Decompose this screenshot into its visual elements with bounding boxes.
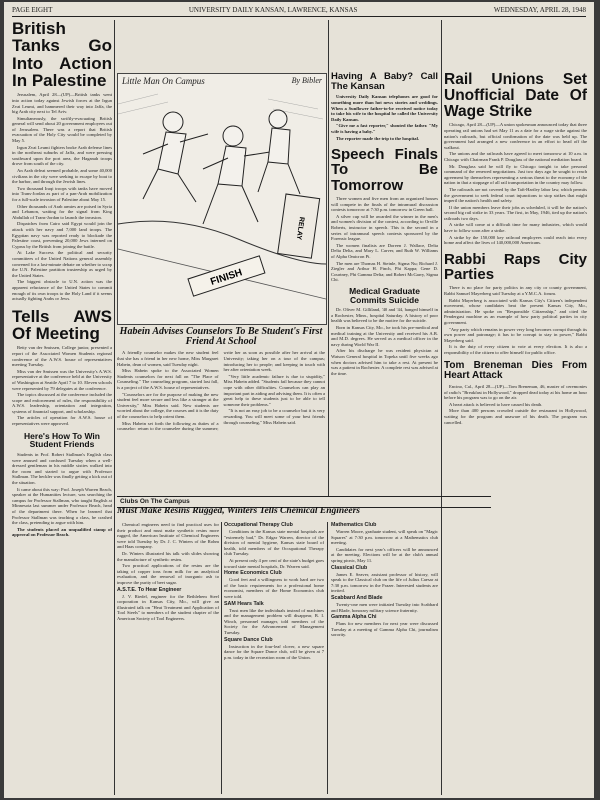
clubs-section-title: Clubs On The Campus — [117, 496, 491, 508]
paragraph: At present only 4 per cent of the state's budget goes toward state mental hospitals, Dr. Warren said. — [224, 557, 324, 569]
club-subhead: A.S.T.E. To Hear Engineer — [117, 586, 182, 593]
cartoon-title: Little Man On Campus — [122, 76, 205, 86]
paragraph: If the union members leave their jobs as scheduled, it will be the nation's second big rail strike in 33 years. The first, in May, 1946, tied up the nation's railroads two days. — [444, 204, 587, 221]
paragraph: University Daily Kansan telephones are good for something more than hot news stories and weddings. When a Sunflower father-to-be received notice today to take his wife to the hospital he called the University Daily Kansan. — [331, 94, 438, 122]
paragraph: The railroads are not covered by the Taft-Hartley labor law, which permits the government to seek federal court injunctions to stop strikes that might imperil the nation's health and safety. — [444, 186, 587, 204]
paragraph: After his discharge he was resident physician at Watson General hospital in Topeka until five weeks ago when doctors advised him to take a rest. At present he was a patient in Rochester. A complete rest was advised at the time. — [331, 348, 438, 376]
headline-tom-breneman: Tom Breneman Dies From Heart Attack — [444, 359, 587, 381]
headline-rail-unions: Rail Unions Set Unofficial Date Of Wage Strike — [444, 72, 587, 120]
clubs-column-c — [331, 522, 438, 794]
paragraph: An Arab defeat seemed probable, and some 40,000 civilians in the city were seeking to escape by boat to the harbor, and through the Jewish lines. — [12, 168, 112, 185]
paragraph: Three women and five men from an organized houses will compete in the finals of the intramural discussion contests tomorrow at 7:30 p.m. tomorrow in Green hall. — [331, 196, 438, 213]
paragraph: Two practical applications of the resins are the taking of copper ions from milk for an analytical evaluation, and the removal of inorganic ash to improve the purity of beet sugar. — [117, 563, 219, 585]
club-subhead: Mathematics Club — [331, 522, 377, 528]
paragraph: Mr. Douglass said he will fly to Chicago tonight to take personal command of the renewed negotiations. Just two days ago he sought to reach agreement by themselves representing a serious threat to the economy of the nation in that a stoppage of all rail transportation in the country may follow. — [444, 163, 587, 186]
paragraph: Dr. Oliver M. Gilliland, '40 and '44, hanged himself in a Rochester, Minn., hospital Saturday. A history of poor health was believed to be the motive for the suicide. — [331, 307, 438, 324]
paragraph: Miss Habein set forth the following as duties of a counselor: return to the counselee during the summer; write her as soon as possible after her arrival at the University; taking her on a tour of the campus; introducing her to people; and keeping in touch with her after orientation week. — [117, 350, 325, 432]
paragraph: A heart attack is believed to have caused his death. — [449, 401, 543, 407]
paragraph: A strike will come at a difficult time for many industries, which would have to follow soon after a strike. — [444, 222, 587, 234]
story-student-friends — [12, 452, 112, 538]
paragraph: "Give me a fast reporter," shouted the father. "My wife is having a baby." — [331, 123, 438, 134]
headline-british-tanks: British Tanks Go Into Action In Palestine — [12, 20, 112, 90]
cartoon-panel — [117, 73, 327, 325]
paragraph: "It is not an easy job to be a counselor but it is very rewarding. You will meet some of your best friends through counseling," Miss Habein said. — [223, 408, 325, 425]
headline-student-friends: Here's How To Win Student Friends — [24, 430, 100, 450]
paragraph: Miss Habein spoke to the Associated Women Students counselors for next fall on "The Place of Counseling." The counseling program, started last fall, is a project of the A.W.S. house of representatives. — [117, 368, 219, 390]
newspaper-page — [4, 2, 594, 798]
club-subhead: Classical Club — [331, 564, 368, 571]
paragraph: Chemical engineers need to find practical uses for their product and must make synthetic resins more rugged, the American Institute of Chemical Engineers were told Tuesday by Dr. J. C. Winters of the Rohm and Haas company. — [117, 522, 219, 550]
paragraph: The men are Thomas H. Steinle, Sigma Nu; Richard J. Ziegler and Arthur H. Finch, Phi Kappa; Gene D. Courtney, Phi Gamma Delta; and Robert McGarry, Sigma Chi. — [331, 260, 438, 283]
headline-having-a-baby: Having A Baby? Call The Kansan — [331, 72, 438, 92]
club-subhead: Home Economics Club — [224, 570, 282, 577]
club-subhead: Square Dance Club — [224, 636, 273, 643]
paragraph: J. V. Riedel, engineer for the Bethlehem Steel corporation in Kansas City, Mo., will give an illustrated talk on "Heat Treatment and Application of Tool Steels" to members of the student chapter of the American Society of Tool Engineers. — [117, 593, 219, 621]
club-subhead: Scabbard And Blade — [331, 594, 383, 601]
paragraph: Miss van der Smissen was the University's A.W.S. representative at the conference held at the University of Washington at Seattle April 7 to 10. Eleven schools were represented by 79 delegates at the conference. — [12, 368, 112, 391]
paragraph: The women finalists are Doreen J. Wallace, Delta Delta Delta, and Mary L. Carver, and Ruth W. Williams of Alpha Omicron Pi. — [331, 242, 438, 259]
clubs-headline-wrap — [117, 507, 439, 521]
club-subhead: Occupational Therapy Club — [224, 522, 293, 528]
paragraph: Candidates for next year's officers will be announced at the meeting. Elections will be at the club's annual spring picnic, May 11. — [331, 546, 438, 563]
paragraph: Plans for new members for next year were discussed Tuesday at a meeting of Gamma Alpha Chi, journalism sorority. — [331, 621, 438, 638]
column-5 — [444, 72, 587, 794]
paragraph: There is no place for party politics in any city or county government, Rabbi Samuel Mayerberg said Tuesday at a Y.M.C.A. forum. — [444, 285, 587, 297]
cartoon-sign-finish: FINISH — [209, 267, 244, 288]
paragraph: A silver cup will be awarded the winner in the men's and women's division of the contest, according to Orville Roberts, instructor in speech. This is the second in a series of intramural speech contests sponsored by the Forensic league. — [331, 213, 438, 242]
habein-story — [117, 327, 325, 493]
paragraph: More than 400 persons crowded outside the restaurant in Hollywood, waiting for the program and unaware of his death. The program was cancelled. — [444, 408, 587, 425]
paragraph: Twenty-one men were initiated Tuesday into Scabbard and Blade, honorary military science fraternity. — [331, 601, 438, 613]
paragraph: Jerusalem, April 28—(UP)—British tanks went into action today against Jewish forces at the Irgun Zvai Leumi, and hammered their way into Jaffa, the big Arab city next to Tel Aviv. — [12, 92, 112, 115]
column-4 — [331, 72, 438, 495]
paragraph: Chicago, April 28—(UP)—A union spokesman announced today that three operating rail unions had set May 11 as a date for a wage strike against the nation's railroads, but official confirmation of the date was held up. The government had arranged a new conference in an effort to head off the walkout. — [444, 122, 587, 150]
paragraph: Dr. Winters illustrated his talk with slides showing the manufacture of synthetic resins. — [117, 550, 219, 562]
paragraph: Conditions in the Kansas state mental hospitals are "extremely bad," Dr. Edgar Warren, director of the division of mental hygiene, Kansas state board of health, told members of the Occupational Therapy club Tuesday. — [224, 529, 324, 557]
paragraph: The unions and the railroads have agreed to meet tomorrow at 10 a.m. in Chicago with Chairman Frank P. Douglass of the national mediation board. — [444, 151, 587, 162]
paragraph: A strike by the 150,000 key railroad employees could reach into every home and affect the lives of 140,000,000 Americans. — [444, 234, 587, 246]
paragraph: Encino, Cal., April 28—(UP)—Tom Breneman, 46, master of ceremonies of radio's "Breakfast in Hollywood," dropped dead today at his home an hour before his program was to go on the air. — [444, 383, 587, 401]
paragraph: Betty van der Smissen, College junior, presented a report of the Associated Women Students regional conference of the A.W.S. house of representatives meeting Tuesday. — [12, 345, 112, 368]
story-medical-graduate — [331, 307, 438, 376]
paragraph: Simultaneously, the swiftly-evacuating British general will send about 20 government employees out of Jerusalem. There was a report that British evacuation of the Holy City would be completed by May 5. — [12, 115, 112, 144]
paragraph: Other thousands of Arab armies are poised in Syria and Lebanon, waiting for the signal from King Abdullah of Trans-Jordan to launch the invasion. — [12, 203, 112, 220]
paragraph: Good feet and a willingness to work hard are two of the basic requirements for a professional home economist, members of the Home Economics club were told. — [224, 577, 324, 599]
clubs-column-b — [224, 522, 324, 794]
paragraph: The biggest obstacle to U.N. action was the apparent reluctance of the United States to commit enough of its own troops to the Holy Land if it seems actually fighting Arabs or Jews. — [12, 279, 112, 302]
story-rabbi-raps — [444, 285, 587, 355]
paragraph: The students placed an unqualified stamp of approval on Professor Beach. — [12, 526, 112, 538]
headline-rabbi-raps: Rabbi Raps City Parties — [444, 250, 587, 284]
paragraph: James E. Seaver, assistant professor of history, will speak to the Classical club on the life of Julius Caesar at 7:30 p.m. tomorrow in the Frazer. Interested students are invited. — [331, 571, 438, 594]
paragraph: Two thousand Iraqi troops with tanks have moved into Trans-Jordan as part of a pan-Arab mobilization for a full-scale invasion of Palestine about May 15. — [12, 185, 112, 202]
cartoon-sign-relay: RELAY — [294, 216, 305, 241]
paragraph: At Lake Success the political and security committees of the United Nations general assembly convened for a last-minute debate on whether to scrap the U.N. Palestine partition trusteeship as urged by the United States. — [12, 250, 112, 278]
cartoon-drawing — [118, 74, 326, 324]
paragraph: "Very little academic failure is due to stupidity," Miss Habein added. "Students fail because they cannot cope with other difficulties. Counselors can play an important part in aiding and advising them. It is often a great help to these students just to be able to tell someone their problems." — [223, 373, 325, 407]
paragraph: Trust men like the individuals instead of machines and the management problem will disappear, B. I. Winch, personnel manager, told members of the Society for the Advancement of Management Tuesday. — [224, 607, 324, 635]
clubs-column-a — [117, 522, 219, 794]
story-tells-aws — [12, 345, 112, 426]
paragraph: Born in Kansas City, Mo., he took his pre-medical and medical training at the University and received his A.B. and M.D. degrees. He served as a medical officer in the navy during World War II. — [331, 325, 438, 347]
paragraph: It came about this way: Prof. Joseph Warren Beach, speaker at the Humanities lecture, was searching the campus for Professor Stallman, who taught English at Minnesota last summer under Professor Beach, head of the department there. When he learned that Professor Stallman was teaching a class, he crashed the class, pretending to argue with him. — [12, 486, 112, 526]
paper-name: UNIVERSITY DAILY KANSAN, LAWRENCE, KANSAS — [188, 6, 358, 14]
headline-medical-graduate: Medical Graduate Commits Suicide — [349, 285, 420, 305]
headline-tells-aws: Tells AWS Of Meeting — [12, 306, 112, 344]
story-having-a-baby — [331, 94, 438, 141]
paragraph: Warren Moore, graduate student, will speak on "Magic Squares" at 7:30 p.m. tomorrow at a Mathematics club meeting. — [331, 529, 438, 546]
paragraph: A friendly counselor makes the new student feel that she has a friend in her new home, Miss Margaret Habein, dean of women, said Tuesday night. — [117, 350, 219, 367]
masthead — [12, 6, 586, 17]
paragraph: The topics discussed at the conference included the scope and enforcement of rules, the responsibility of A.W.S. leadership, orientation and integration, systems of financial support, and scholarship. — [12, 392, 112, 414]
paragraph: Irgun Zvai Leumi fighters broke Arab defense lines in the northeast suburbs of Jaffa, and were pressing southward upon the port area, the Haganah troops drove from south of the city. — [12, 144, 112, 167]
club-subhead: SAM Hears Talk — [224, 600, 264, 607]
paragraph: "Any party which remains in power very long becomes corrupt through its own power and patronage; it has to be corrupt to stay in power," Rabbi Mayerberg said. — [444, 326, 587, 343]
story-rail-unions — [444, 122, 587, 245]
paragraph: "Counselors are for the purpose of making the new student feel more secure and less like a stranger at the University," Miss Habein said. New students are worried about the college, the courses and it is the duty of the counselors to help orient them. — [117, 391, 219, 419]
paragraph: The reporter made the trip to the hospital. — [336, 135, 420, 141]
story-tom-breneman — [444, 384, 587, 425]
column-1 — [12, 20, 112, 795]
paragraph: Students in Prof. Robert Stallman's English class were amused and confused Tuesday when a well-dressed gentleman in his middle sixties walked into the room and started to argue with Professor Stallman. The heckler was finally getting a kick out of the situation. — [12, 451, 112, 485]
paragraph: Instruction in the four-leaf clover, a new square dance for the Square Dance club, will be given at 7 p.m. today in the recreation room of the Union. — [224, 643, 324, 660]
paragraph: Rabbi Mayerberg is associated with Kansas City's Citizen's independent movement, whose candidates beat the present Kansas City, Mo., administration. He spoke on "Responsible Citizenship," and cited the Pendergast machine as an example of how party political parties in city government. — [444, 297, 587, 326]
cartoon-byline: By Bibler — [291, 76, 322, 85]
headline-speech-finals: Speech Finals To Be Tomorrow — [331, 146, 438, 194]
paragraph: It is the duty of every citizen to vote at every election. It is also a responsibility of the citizen to offer himself for public office. — [444, 344, 587, 355]
headline-habein: Habein Advises Counselors To Be Student's First Friend At School — [119, 327, 323, 348]
paragraph: Dispatches from Cairo said Egypt would join the attack with her navy and 7,000 land troops. The Egyptian navy was reported ready to blockade the Palestine coast, preventing 20,000 Jews interned on Cyprus by the British from joining the battle. — [12, 221, 112, 249]
paragraph: The articles of operation for A.W.S. house of representatives were approved. — [12, 415, 112, 427]
page-number: PAGE EIGHT — [12, 6, 53, 14]
story-british-tanks — [12, 92, 112, 301]
headline-resins: Must Make Resins Rugged, Winters Tells Chemical Engineers — [117, 507, 360, 516]
club-subhead: Gamma Alpha Chi — [331, 614, 377, 621]
issue-date: WEDNESDAY, APRIL 28, 1948 — [493, 6, 586, 14]
story-speech-finals — [331, 196, 438, 283]
